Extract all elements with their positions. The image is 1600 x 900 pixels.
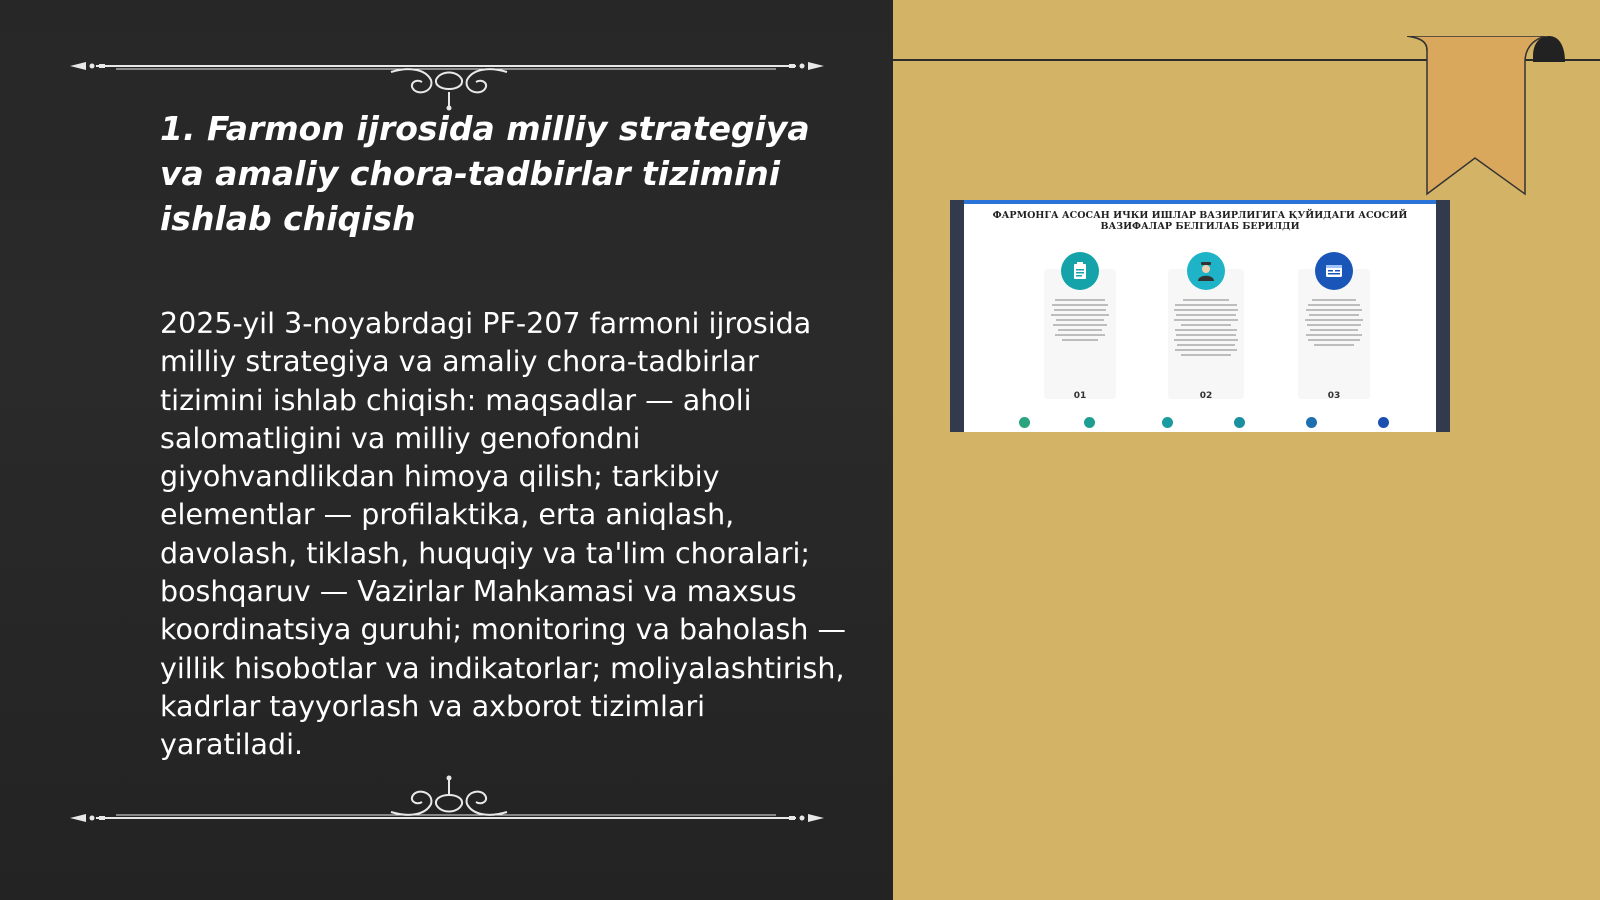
slide-heading: 1. Farmon ijrosida milliy strategiya va amaliy chora-tadbirlar tizimini ishlab chiqish [160, 109, 810, 238]
slide-body-text: 2025-yil 3-noyabrdagi PF-207 farmoni ijrosida milliy strategiya va amaliy chora-tadbirlar tizimini ishlab chiqish: maqsadlar — aholi salomatligini va milliy genofondni giyohvandlikdan himoya qilish; tarkibiy elementlar — profilaktika, erta aniqlash, davolash, tiklash, huquqiy va ta'lim choralari; boshqaruv — Vazirlar Mahkamasi va maxsus koordinatsiya guruhi; monitoring va baholash — yillik hisobotlar va indikatorlar; moliyalashtirish, kadrlar tayyorlash va axborot tizimlari yaratiladi. [160, 307, 846, 762]
card-text-placeholder [1304, 299, 1364, 349]
decorative-panel [893, 0, 1600, 900]
card-text-placeholder [1050, 299, 1110, 344]
bookmark-ribbon-icon [1407, 36, 1571, 196]
progress-dot [1378, 417, 1389, 428]
progress-dot [1084, 417, 1095, 428]
thumbnail-card [1298, 269, 1370, 399]
top-ornament-divider [66, 52, 828, 112]
id-card-icon [1315, 252, 1353, 290]
card-number: 02 [1199, 391, 1213, 401]
officer-icon [1187, 252, 1225, 290]
progress-dot [1234, 417, 1245, 428]
bottom-ornament-divider [66, 772, 828, 832]
thumbnail-slide [964, 200, 1436, 432]
progress-dot [1306, 417, 1317, 428]
clipboard-icon [1061, 252, 1099, 290]
card-text-placeholder [1173, 299, 1239, 359]
progress-dot [1162, 417, 1173, 428]
thumbnail-card [1044, 269, 1116, 399]
thumbnail-card [1168, 269, 1244, 399]
slide-thumbnail-image [950, 200, 1450, 432]
card-number: 01 [1073, 391, 1087, 401]
card-number: 03 [1327, 391, 1341, 401]
progress-dot [1019, 417, 1030, 428]
thumbnail-title: ФАРМОНГА АСОСАН ИЧКИ ИШЛАР ВАЗИРЛИГИГА ҚУЙИДАГИ АСОСИЙ ВАЗИФАЛАР БЕЛГИЛАБ БЕРИЛДИ [992, 210, 1408, 232]
